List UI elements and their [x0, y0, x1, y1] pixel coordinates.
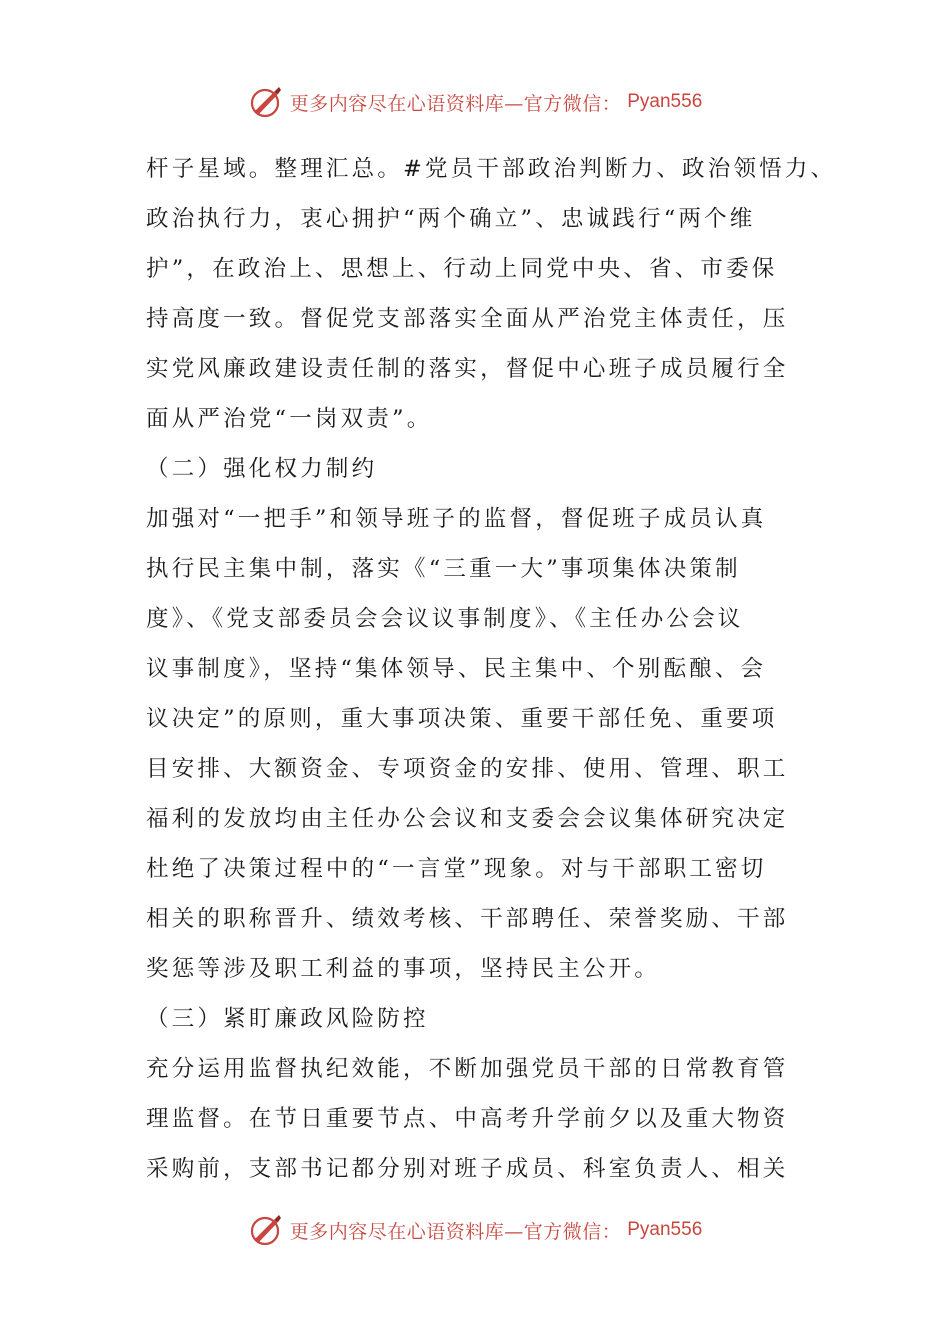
- text-line: 议事制度》，坚持“集体领导、民主集中、个别酝酿、会: [146, 656, 767, 682]
- text-line: 执行民主集中制，落实《“三重一大”事项集体决策制: [146, 556, 741, 582]
- text-line: 杜绝了决策过程中的“一言堂”现象。对与干部职工密切: [146, 856, 767, 882]
- text-line: 目安排、大额资金、专项资金的安排、使用、管理、职工: [146, 756, 789, 782]
- pen-logo-icon: [248, 84, 284, 120]
- text-line: 相关的职称晋升、绩效考核、干部聘任、荣誉奖励、干部: [146, 906, 789, 932]
- section-heading: （二）强化权力制约: [146, 456, 378, 482]
- text-line: 加强对“一把手”和领导班子的监督，督促班子成员认真: [146, 506, 767, 532]
- document-body: [146, 144, 837, 1194]
- text-line: 理监督。在节日重要节点、中高考升学前夕以及重大物资: [146, 1106, 789, 1132]
- text-line: 面从严治党“一岗双责”。: [146, 406, 433, 432]
- text-line: 度》、《党支部委员会会议议事制度》、《主任办公会议: [146, 606, 744, 632]
- section-heading: （三）紧盯廉政风险防控: [146, 1006, 429, 1032]
- watermark-text: 更多内容尽在心语资料库—官方微信：: [289, 92, 622, 115]
- text-line: 实党风廉政建设责任制的落实，督促中心班子成员履行全: [146, 356, 789, 382]
- text-line: 福利的发放均由主任办公会议和支委会会议集体研究决定: [146, 806, 789, 832]
- text-line: 护”，在政治上、思想上、行动上同党中央、省、市委保: [146, 256, 778, 282]
- watermark-wechat-id: Pyan556: [627, 1219, 703, 1240]
- pen-logo-icon: [248, 1212, 284, 1248]
- text-line: 持高度一致。督促党支部落实全面从严治党主体责任，压: [146, 306, 789, 332]
- text-line: 政治执行力，衷心拥护“两个确立”、忠诚践行“两个维: [146, 206, 756, 232]
- text-line: 奖惩等涉及职工利益的事项，坚持民主公开。: [146, 956, 661, 982]
- footer-watermark: [0, 1212, 950, 1248]
- watermark-text: 更多内容尽在心语资料库—官方微信：: [289, 1220, 622, 1243]
- header-watermark: [0, 84, 950, 120]
- watermark-wechat-id: Pyan556: [627, 91, 703, 112]
- text-line: 充分运用监督执纪效能，不断加强党员干部的日常教育管: [146, 1056, 789, 1082]
- text-line: 议决定”的原则，重大事项决策、重要干部任免、重要项: [146, 706, 778, 732]
- text-line: 采购前，支部书记都分别对班子成员、科室负责人、相关: [146, 1156, 789, 1182]
- text-line: 杆子星域。整理汇总。#党员干部政治判断力、政治领悟力、: [146, 156, 837, 182]
